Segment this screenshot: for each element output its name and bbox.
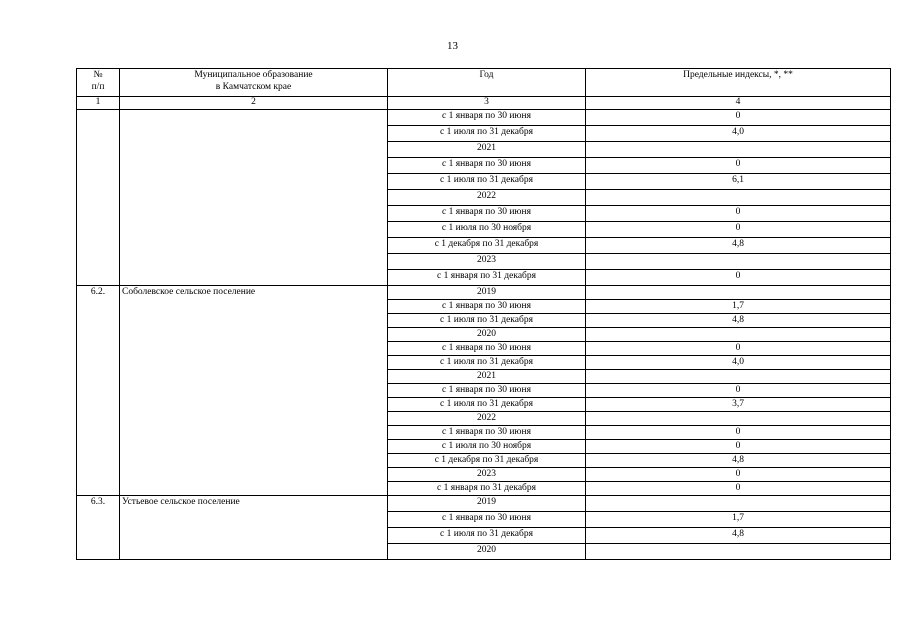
- index-value-cell: 4,8: [586, 454, 891, 468]
- row-number-cell: 6.3.: [77, 496, 120, 560]
- column-index: 1: [77, 97, 120, 110]
- index-value-cell: 0: [586, 468, 891, 482]
- period-cell: с 1 июля по 31 декабря: [388, 356, 586, 370]
- index-value-cell: 0: [586, 158, 891, 174]
- period-cell: 2021: [388, 142, 586, 158]
- municipality-name-cell: Устьевое сельское поселение: [120, 496, 388, 560]
- index-value-cell: [586, 286, 891, 300]
- column-index: 4: [586, 97, 891, 110]
- index-value-cell: 0: [586, 206, 891, 222]
- period-cell: 2021: [388, 370, 586, 384]
- period-cell: с 1 января по 31 декабря: [388, 482, 586, 496]
- header-number: № п/п: [77, 69, 120, 97]
- index-value-cell: [586, 544, 891, 560]
- table-header-row: [77, 69, 891, 97]
- header-year: Год: [388, 69, 586, 97]
- index-value-cell: 0: [586, 426, 891, 440]
- row-number-cell: [77, 110, 120, 286]
- period-cell: с 1 января по 30 июня: [388, 110, 586, 126]
- period-cell: с 1 июля по 30 ноября: [388, 440, 586, 454]
- period-cell: с 1 декабря по 31 декабря: [388, 454, 586, 468]
- municipality-name-cell: Соболевское сельское поселение: [120, 286, 388, 496]
- index-value-cell: 6,1: [586, 174, 891, 190]
- period-cell: с 1 июля по 31 декабря: [388, 174, 586, 190]
- index-value-cell: 3,7: [586, 398, 891, 412]
- period-cell: 2019: [388, 496, 586, 512]
- index-value-cell: [586, 142, 891, 158]
- period-cell: с 1 июля по 30 ноября: [388, 222, 586, 238]
- period-cell: с 1 декабря по 31 декабря: [388, 238, 586, 254]
- index-value-cell: 0: [586, 270, 891, 286]
- period-cell: с 1 июля по 31 декабря: [388, 528, 586, 544]
- period-cell: с 1 января по 30 июня: [388, 300, 586, 314]
- period-cell: 2023: [388, 254, 586, 270]
- header-municipality: Муниципальное образование в Камчатском крае: [120, 69, 388, 97]
- index-value-cell: 0: [586, 482, 891, 496]
- municipality-name-cell: [120, 110, 388, 286]
- column-index: 3: [388, 97, 586, 110]
- tariff-index-table: [76, 68, 891, 560]
- table-row: [77, 496, 891, 512]
- index-value-cell: [586, 412, 891, 426]
- index-value-cell: 4,8: [586, 238, 891, 254]
- table-body: [77, 110, 891, 560]
- index-value-cell: 0: [586, 440, 891, 454]
- period-cell: 2023: [388, 468, 586, 482]
- period-cell: 2020: [388, 544, 586, 560]
- index-value-cell: 0: [586, 342, 891, 356]
- index-value-cell: 4,0: [586, 126, 891, 142]
- column-index: 2: [120, 97, 388, 110]
- period-cell: с 1 января по 30 июня: [388, 206, 586, 222]
- period-cell: 2019: [388, 286, 586, 300]
- index-value-cell: [586, 496, 891, 512]
- index-value-cell: 4,0: [586, 356, 891, 370]
- index-value-cell: 0: [586, 384, 891, 398]
- index-value-cell: 0: [586, 222, 891, 238]
- period-cell: с 1 января по 31 декабря: [388, 270, 586, 286]
- period-cell: с 1 июля по 31 декабря: [388, 126, 586, 142]
- period-cell: с 1 января по 30 июня: [388, 512, 586, 528]
- period-cell: 2022: [388, 190, 586, 206]
- index-value-cell: 1,7: [586, 512, 891, 528]
- period-cell: с 1 января по 30 июня: [388, 384, 586, 398]
- period-cell: 2020: [388, 328, 586, 342]
- header-limit-indices: Предельные индексы, *, **: [586, 69, 891, 97]
- index-value-cell: [586, 190, 891, 206]
- period-cell: с 1 июля по 31 декабря: [388, 314, 586, 328]
- index-value-cell: 0: [586, 110, 891, 126]
- period-cell: с 1 июля по 31 декабря: [388, 398, 586, 412]
- period-cell: с 1 января по 30 июня: [388, 426, 586, 440]
- row-number-cell: 6.2.: [77, 286, 120, 496]
- period-cell: с 1 января по 30 июня: [388, 158, 586, 174]
- table-row: [77, 286, 891, 300]
- index-value-cell: [586, 254, 891, 270]
- period-cell: 2022: [388, 412, 586, 426]
- table-row: [77, 110, 891, 126]
- index-value-cell: 4,8: [586, 528, 891, 544]
- index-value-cell: [586, 370, 891, 384]
- page-number: 13: [447, 40, 458, 52]
- index-value-cell: 1,7: [586, 300, 891, 314]
- index-value-cell: [586, 328, 891, 342]
- column-index-row: [77, 97, 891, 110]
- period-cell: с 1 января по 30 июня: [388, 342, 586, 356]
- index-value-cell: 4,8: [586, 314, 891, 328]
